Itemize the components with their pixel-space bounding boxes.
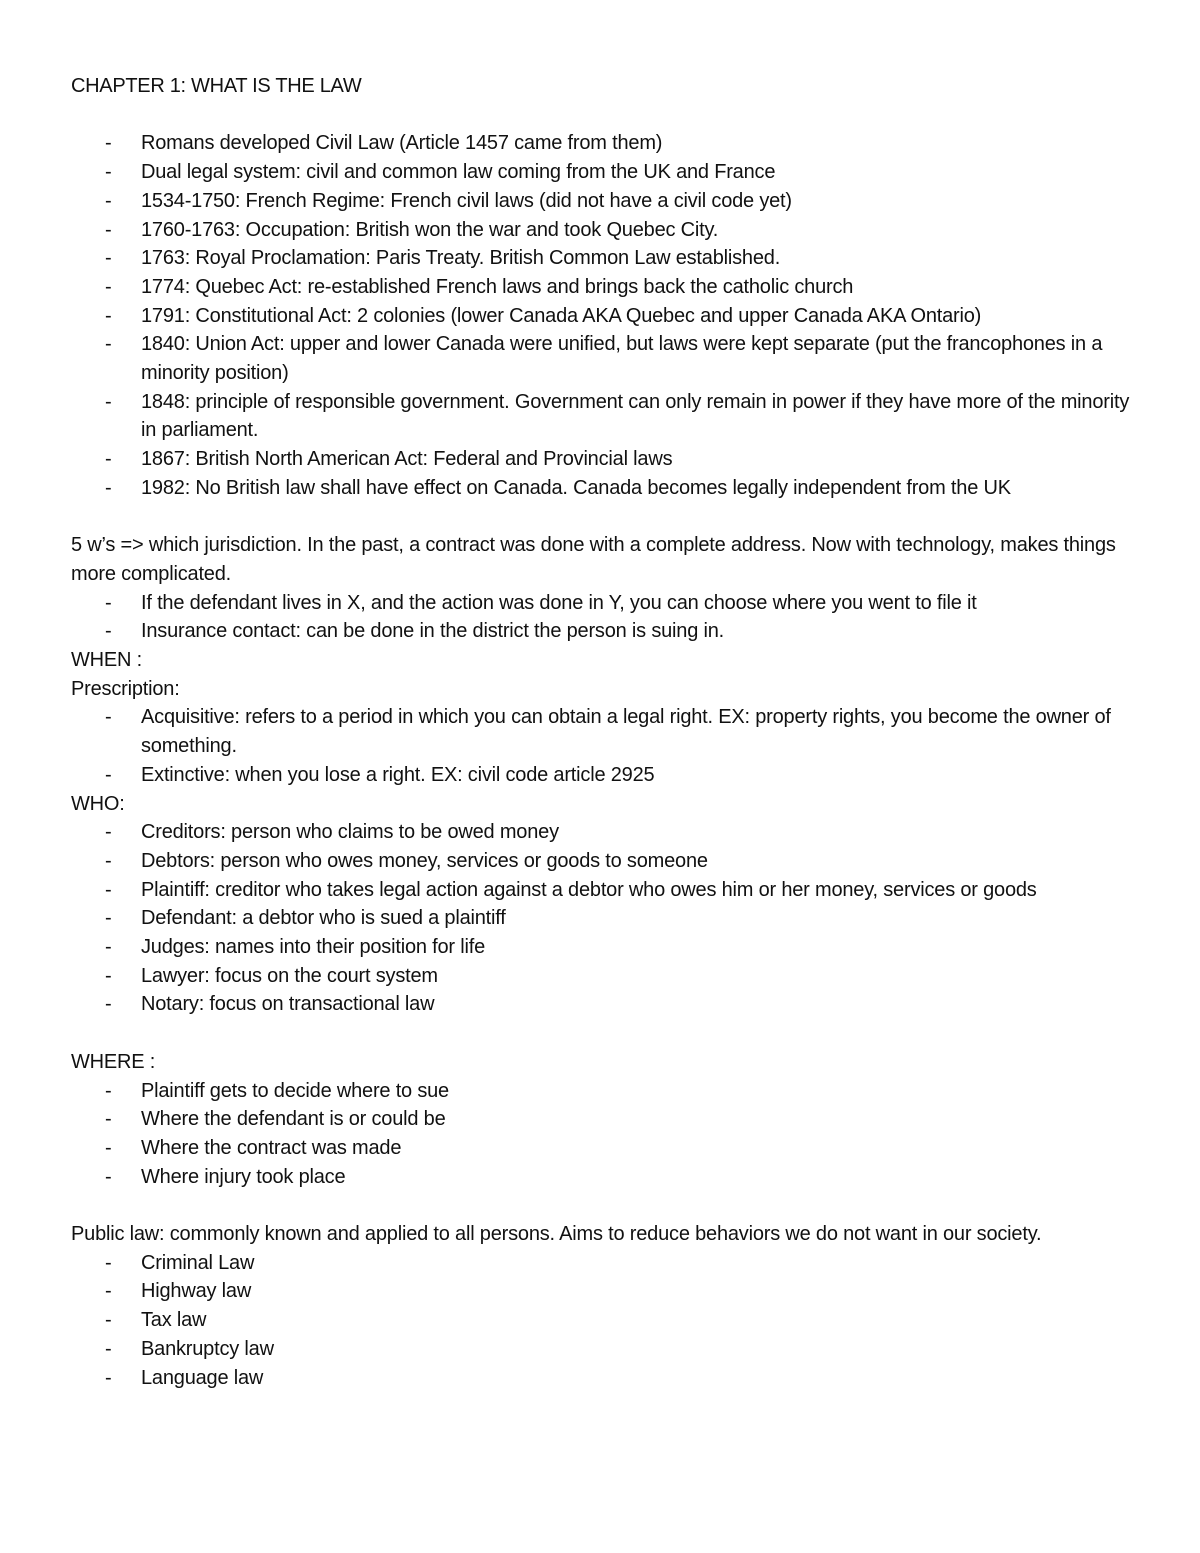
list-item	[71, 1105, 1141, 1134]
list-item	[71, 302, 1141, 331]
list-item	[71, 847, 1141, 876]
list-item	[71, 818, 1141, 847]
list-item	[71, 129, 1141, 158]
list-item-text: Insurance contact: can be done in the district the person is suing in.	[141, 620, 725, 643]
list-item-text: 1774: Quebec Act: re-established French laws and brings back the catholic church	[141, 275, 854, 298]
list-item-text: Where injury took place	[141, 1165, 346, 1188]
list-item	[71, 330, 1141, 387]
who-list	[71, 818, 1141, 1019]
list-item	[71, 1277, 1141, 1306]
when-heading: WHEN :	[71, 649, 143, 672]
spacer	[71, 1191, 1141, 1220]
list-item	[71, 904, 1141, 933]
list-item	[71, 158, 1141, 187]
dash-bullet: -	[105, 132, 112, 155]
spacer	[71, 1019, 1141, 1048]
dash-bullet: -	[105, 476, 112, 499]
dash-bullet: -	[105, 1165, 112, 1188]
list-item-text: Plaintiff gets to decide where to sue	[141, 1079, 449, 1102]
list-item-text: 1760-1763: Occupation: British won the war and took Quebec City.	[141, 218, 719, 241]
dash-bullet: -	[105, 448, 112, 471]
list-item-text: Plaintiff: creditor who takes legal action against a debtor who owes him or her money, services or goods	[141, 878, 1037, 901]
five-ws-intro: 5 w’s => which jurisdiction. In the past, a contract was done with a complete address. Now with technology, makes things more complicated.	[71, 534, 1116, 585]
list-item-text: 1763: Royal Proclamation: Paris Treaty. British Common Law established.	[141, 247, 781, 270]
list-item-text: Lawyer: focus on the court system	[141, 964, 438, 987]
list-item-text: Defendant: a debtor who is sued a plaintiff	[141, 907, 506, 930]
list-item	[71, 589, 1141, 618]
list-item	[71, 876, 1141, 905]
list-item-text: Extinctive: when you lose a right. EX: civil code article 2925	[141, 763, 655, 786]
dash-bullet: -	[105, 304, 112, 327]
list-item	[71, 933, 1141, 962]
where-list	[71, 1077, 1141, 1192]
who-heading: WHO:	[71, 792, 125, 815]
list-item	[71, 1364, 1141, 1393]
list-item	[71, 1249, 1141, 1278]
list-item-text: Debtors: person who owes money, services or goods to someone	[141, 849, 708, 872]
list-item	[71, 445, 1141, 474]
dash-bullet: -	[105, 1280, 112, 1303]
dash-bullet: -	[105, 993, 112, 1016]
dash-bullet: -	[105, 333, 112, 356]
dash-bullet: -	[105, 390, 112, 413]
public-law-list	[71, 1249, 1141, 1393]
dash-bullet: -	[105, 591, 112, 614]
list-item-text: Highway law	[141, 1280, 252, 1303]
list-item-text: 1982: No British law shall have effect on Canada. Canada becomes legally independent from the UK	[141, 476, 1011, 499]
list-item	[71, 244, 1141, 273]
list-item	[71, 761, 1141, 790]
when-list	[71, 703, 1141, 789]
list-item-text: If the defendant lives in X, and the action was done in Y, you can choose where you went to file it	[141, 591, 977, 614]
document-page	[71, 72, 1141, 1392]
list-item	[71, 617, 1141, 646]
dash-bullet: -	[105, 1337, 112, 1360]
list-item	[71, 1163, 1141, 1192]
list-item-text: Romans developed Civil Law (Article 1457 came from them)	[141, 132, 663, 155]
list-item	[71, 388, 1141, 445]
prescription-heading: Prescription:	[71, 677, 180, 700]
history-list	[71, 129, 1141, 502]
dash-bullet: -	[105, 907, 112, 930]
list-item-text: Language law	[141, 1366, 264, 1389]
where-heading: WHERE :	[71, 1050, 156, 1073]
list-item-text: Creditors: person who claims to be owed money	[141, 821, 559, 844]
list-item	[71, 216, 1141, 245]
list-item-text: 1867: British North American Act: Federal and Provincial laws	[141, 448, 673, 471]
list-item-text: Notary: focus on transactional law	[141, 993, 435, 1016]
dash-bullet: -	[105, 1366, 112, 1389]
dash-bullet: -	[105, 218, 112, 241]
list-item-text: Where the contract was made	[141, 1136, 402, 1159]
list-item-text: Where the defendant is or could be	[141, 1108, 446, 1131]
list-item	[71, 1077, 1141, 1106]
dash-bullet: -	[105, 936, 112, 959]
list-item	[71, 1335, 1141, 1364]
list-item-text: Judges: names into their position for life	[141, 936, 486, 959]
dash-bullet: -	[105, 1309, 112, 1332]
dash-bullet: -	[105, 763, 112, 786]
list-item	[71, 187, 1141, 216]
dash-bullet: -	[105, 161, 112, 184]
list-item	[71, 1306, 1141, 1335]
list-item	[71, 703, 1141, 760]
dash-bullet: -	[105, 189, 112, 212]
dash-bullet: -	[105, 247, 112, 270]
dash-bullet: -	[105, 878, 112, 901]
list-item	[71, 962, 1141, 991]
dash-bullet: -	[105, 821, 112, 844]
dash-bullet: -	[105, 1251, 112, 1274]
list-item-text: 1791: Constitutional Act: 2 colonies (lower Canada AKA Quebec and upper Canada AKA Ontario)	[141, 304, 982, 327]
public-law-intro: Public law: commonly known and applied to all persons. Aims to reduce behaviors we do not want in our society.	[71, 1223, 1042, 1246]
list-item	[71, 273, 1141, 302]
list-item-text: Dual legal system: civil and common law coming from the UK and France	[141, 161, 776, 184]
list-item	[71, 990, 1141, 1019]
list-item-text: Tax law	[141, 1309, 207, 1332]
dash-bullet: -	[105, 275, 112, 298]
dash-bullet: -	[105, 706, 112, 729]
dash-bullet: -	[105, 1079, 112, 1102]
five-ws-list	[71, 589, 1141, 646]
list-item-text: Acquisitive: refers to a period in which you can obtain a legal right. EX: property rights, you become the owner of something.	[141, 706, 1111, 758]
dash-bullet: -	[105, 1108, 112, 1131]
dash-bullet: -	[105, 964, 112, 987]
dash-bullet: -	[105, 849, 112, 872]
list-item-text: Criminal Law	[141, 1251, 255, 1274]
list-item	[71, 1134, 1141, 1163]
list-item-text: 1848: principle of responsible government. Government can only remain in power if they have more of the minority in parliament.	[141, 390, 1130, 442]
chapter-title: CHAPTER 1: WHAT IS THE LAW	[71, 75, 362, 97]
dash-bullet: -	[105, 620, 112, 643]
dash-bullet: -	[105, 1136, 112, 1159]
spacer	[71, 503, 1141, 532]
list-item-text: 1534-1750: French Regime: French civil laws (did not have a civil code yet)	[141, 189, 792, 212]
list-item-text: 1840: Union Act: upper and lower Canada were unified, but laws were kept separate (put the francophones in a minority position)	[141, 333, 1103, 385]
list-item	[71, 474, 1141, 503]
list-item-text: Bankruptcy law	[141, 1337, 274, 1360]
